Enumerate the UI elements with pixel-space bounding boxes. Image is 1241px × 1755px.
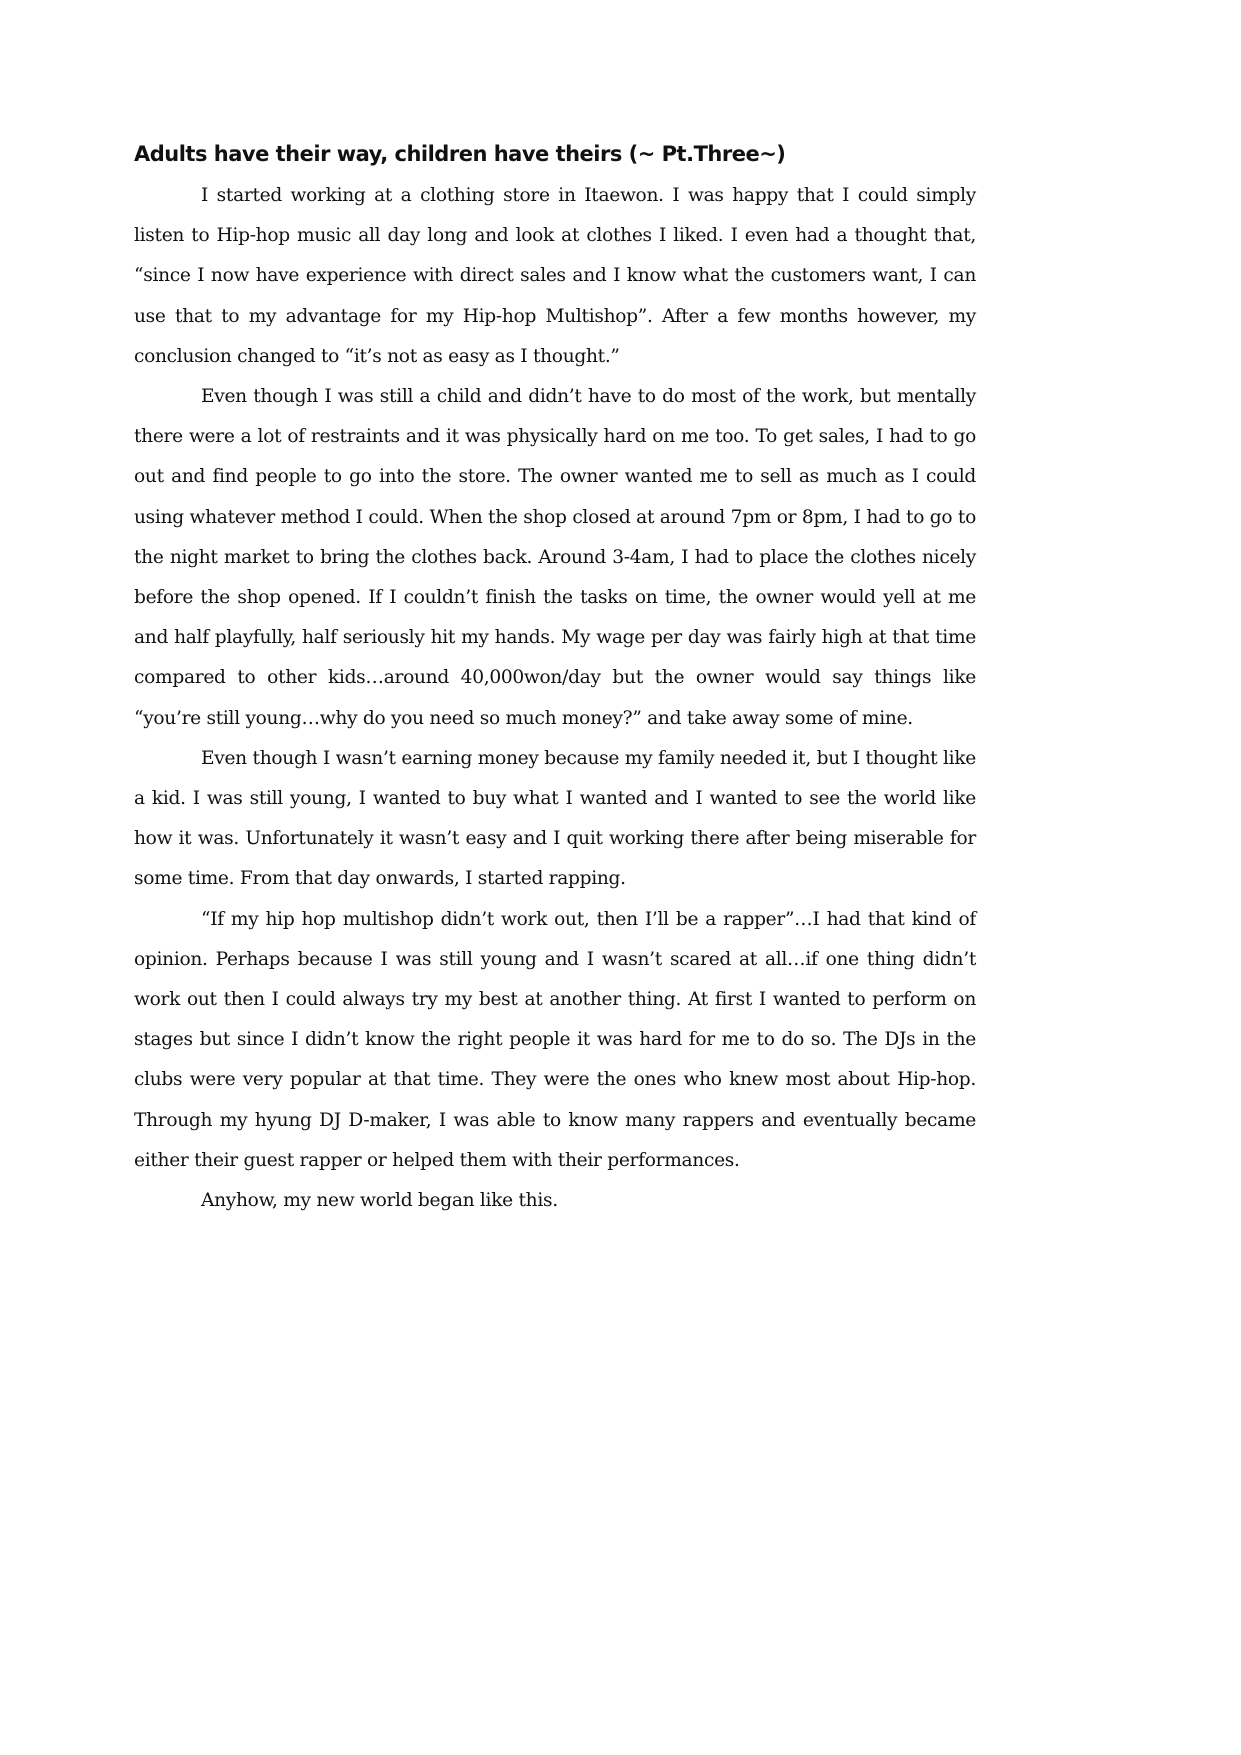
- paragraph-3: Even though I wasn’t earning money because my family needed it, but I thought like a kid. I was still young, I wanted to buy what I wanted and I wanted to see the world like how it was. Unfortunately it wasn’t easy and I quit working there after being miserable for some time. From that day onwards, I started rapping.: [134, 747, 976, 890]
- paragraph-1: I started working at a clothing store in Itaewon. I was happy that I could simply listen to Hip-hop music all day long and look at clothes I liked. I even had a thought that, “since I now have experience with direct sales and I know what the customers want, I can use that to my advantage for my Hip-hop Multishop”. After a few months however, my conclusion changed to “it’s not as easy as I thought.”: [134, 185, 976, 367]
- document-title: Adults have their way, children have theirs (~ Pt.Three~): [134, 142, 786, 166]
- document-page: [134, 140, 976, 1221]
- paragraph-5: Anyhow, my new world began like this.: [201, 1190, 558, 1212]
- paragraph-2: Even though I was still a child and didn’t have to do most of the work, but mentally there were a lot of restraints and it was physically hard on me too. To get sales, I had to go out and find people to go into the store. The owner wanted me to sell as much as I could using whatever method I could. When the shop closed at around 7pm or 8pm, I had to go to the night market to bring the clothes back. Around 3-4am, I had to place the clothes nicely before the shop opened. If I couldn’t finish the tasks on time, the owner would yell at me and half playfully, half seriously hit my hands. My wage per day was fairly high at that time compared to other kids…around 40,000won/day but the owner would say things like “you’re still young…why do you need so much money?” and take away some of mine.: [134, 386, 976, 729]
- paragraph-4: “If my hip hop multishop didn’t work out, then I’ll be a rapper”…I had that kind of opinion. Perhaps because I was still young and I wasn’t scared at all…if one thing didn’t work out then I could always try my best at another thing. At first I wanted to perform on stages but since I didn’t know the right people it was hard for me to do so. The DJs in the clubs were very popular at that time. They were the ones who knew most about Hip-hop. Through my hyung DJ D-maker, I was able to know many rappers and eventually became either their guest rapper or helped them with their performances.: [134, 908, 976, 1171]
